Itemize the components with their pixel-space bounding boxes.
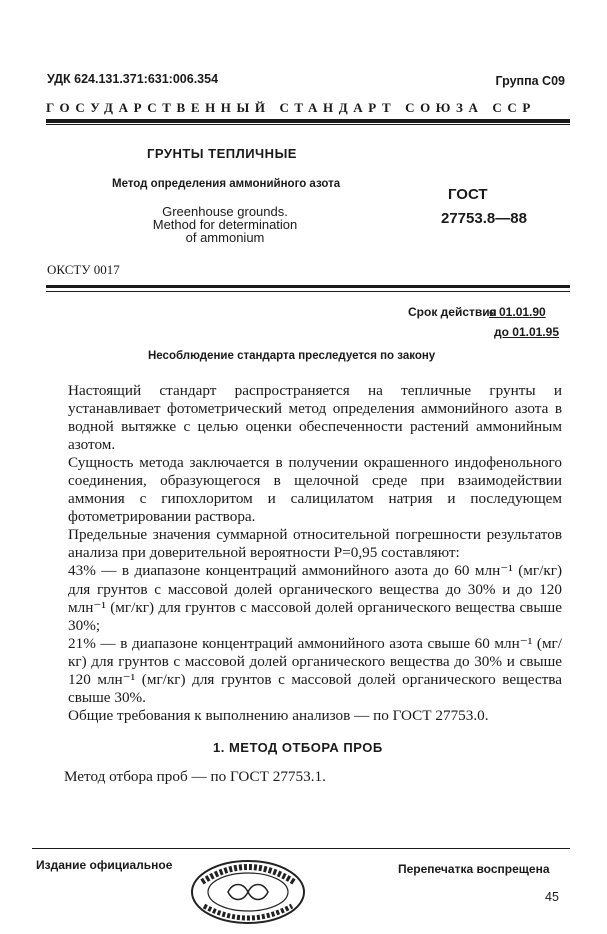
- english-title-line: of ammonium: [185, 230, 265, 245]
- document-subtitle: Метод определения аммонийного азота: [112, 178, 341, 190]
- paragraph-general-requirements: Общие требования к выполнению анализов — по ГОСТ 27753.0.: [68, 706, 489, 724]
- paragraph-43-percent: 43% — в диапазоне концентраций аммонийного азота до 60 млн⁻¹ (мг/кг) для грунтов с массовой долей органического вещества до 30% и до 120 млн⁻¹ (мг/кг) для грунтов с массовой долей органического вещества свыше 30%;: [68, 562, 562, 634]
- official-edition: Издание официальное: [36, 858, 173, 872]
- english-title-line: Greenhouse grounds.: [162, 204, 288, 219]
- reprint-notice: Перепечатка воспрещена: [398, 862, 550, 876]
- title-rule-thin: [46, 291, 570, 292]
- title-rule-thick: [46, 285, 570, 288]
- validity-label: Срок действия: [408, 305, 497, 319]
- paragraph-error-limits: Предельные значения суммарной относительной погрешности результатов анализа при доверительной вероятности P=0,95 составляют:: [68, 526, 562, 562]
- library-stamp-icon: [188, 856, 308, 926]
- udk-code: УДК 624.131.371:631:006.354: [47, 72, 219, 86]
- paragraph-21-percent: 21% — в диапазоне концентраций аммонийного азота свыше 60 млн⁻¹ (мг/кг) для грунтов с массовой долей органического вещества до 30% и свыше 120 млн⁻¹ (мг/кг) для грунтов с массовой долей органического вещества свыше 30%.: [68, 634, 562, 706]
- footer-rule: [32, 848, 570, 849]
- body-text: [68, 382, 562, 725]
- section-heading: 1. МЕТОД ОТБОРА ПРОБ: [213, 740, 383, 755]
- law-notice: Несоблюдение стандарта преследуется по закону: [148, 350, 436, 362]
- document-title: ГРУНТЫ ТЕПЛИЧНЫЕ: [147, 146, 297, 161]
- gost-label: ГОСТ: [448, 186, 488, 203]
- validity-from: с 01.01.90: [489, 305, 546, 319]
- okstu-code: ОКСТУ 0017: [47, 262, 120, 277]
- group-code: Группа С09: [495, 74, 565, 88]
- page-number: 45: [545, 890, 559, 904]
- paragraph-scope: Настоящий стандарт распространяется на тепличные грунты и устанавливает фотометрический метод определения аммонийного азота в водной вытяжке с целью оценки обеспеченности растений аммонийным азотом.: [68, 382, 562, 454]
- english-title: [130, 205, 320, 244]
- gost-number: 27753.8—88: [441, 210, 527, 227]
- header-rule-thin: [46, 124, 570, 125]
- validity-to: до 01.01.95: [494, 325, 559, 339]
- state-standard-banner: ГОСУДАРСТВЕННЫЙ СТАНДАРТ СОЮЗА ССР: [46, 100, 536, 115]
- section-text: Метод отбора проб — по ГОСТ 27753.1.: [64, 768, 326, 785]
- paragraph-essence: Сущность метода заключается в получении окрашенного индофенольного соединения, образующегося в щелочной среде при взаимодействии аммония с гипохлоритом и салицилатом натрия и последующем фотометрировании раствора.: [68, 454, 562, 526]
- header-rule-thick: [46, 119, 570, 123]
- english-title-line: Method for determination: [152, 217, 298, 232]
